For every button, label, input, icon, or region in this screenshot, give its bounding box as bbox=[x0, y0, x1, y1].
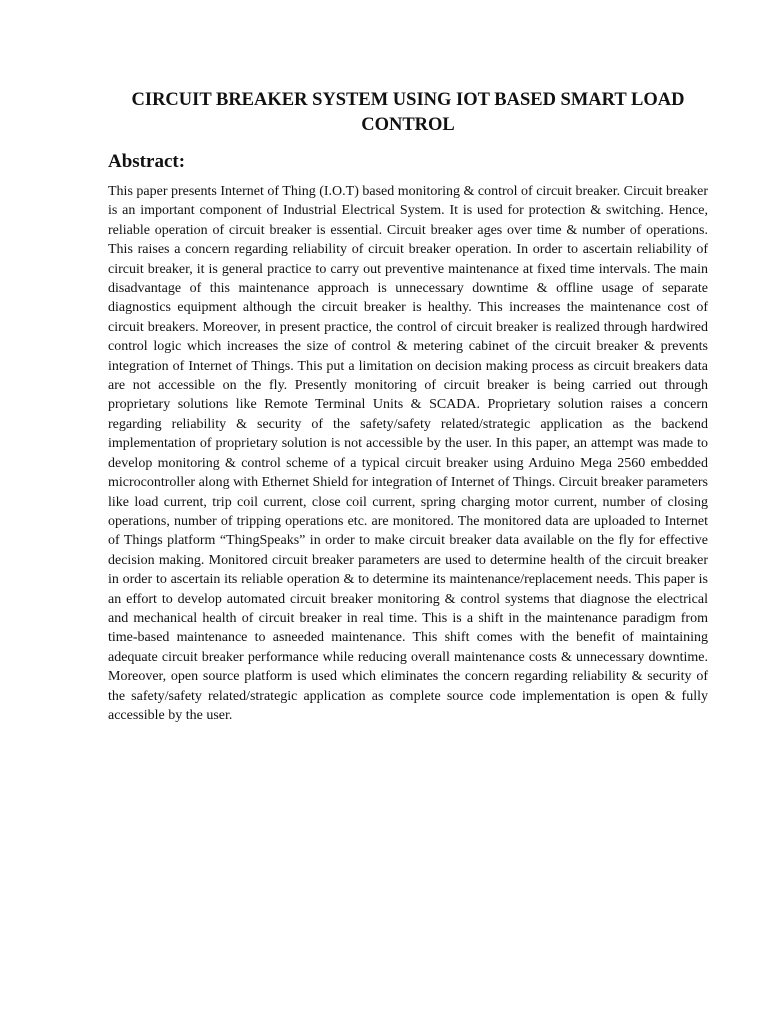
abstract-paragraph: This paper presents Internet of Thing (I.O.T) based monitoring & control of circuit breaker. Circuit breaker is an important component of Industrial Electrical System. It is used for protection & switching. Hence, reliable operation of circuit breaker is essential. Circuit breaker ages over time & number of operations. This raises a concern regarding reliability of circuit breaker operation. In order to ascertain reliability of circuit breaker, it is general practice to carry out preventive maintenance at fixed time intervals. The main disadvantage of this maintenance approach is unnecessary downtime & offline usage of separate diagnostics equipment although the circuit breaker is healthy. This increases the maintenance cost of circuit breakers. Moreover, in present practice, the control of circuit breaker is realized through hardwired control logic which increases the size of control & metering cabinet of the circuit breaker & prevents integration of Internet of Things. This put a limitation on decision making process as circuit breakers data are not accessible on the fly. Presently monitoring of circuit breaker is being carried out through proprietary solutions like Remote Terminal Units & SCADA. Proprietary solution raises a concern regarding reliability & security of the safety/safety related/strategic application as the backend implementation of proprietary solution is not accessible by the user. In this paper, an attempt was made to develop monitoring & control scheme of a typical circuit breaker using Arduino Mega 2560 embedded microcontroller along with Ethernet Shield for integration of Internet of Things. Circuit breaker parameters like load current, trip coil current, close coil current, spring charging motor current, number of closing operations, number of tripping operations etc. are monitored. The monitored data are uploaded to Internet of Things platform “ThingSpeaks” in order to make circuit breaker data available on the fly for effective decision making. Monitored circuit breaker parameters are used to determine health of the circuit breaker in order to ascertain its reliable operation & to determine its maintenance/replacement needs. This paper is an effort to develop automated circuit breaker monitoring & control systems that diagnose the electrical and mechanical health of circuit breaker in real time. This is a shift in the maintenance paradigm from time-based maintenance to asneeded maintenance. This shift comes with the benefit of maintaining adequate circuit breaker performance while reducing overall maintenance costs & unnecessary downtime. Moreover, open source platform is used which eliminates the concern regarding reliability & security of the safety/safety related/strategic application as complete source code implementation is open & fully accessible by the user. bbox=[108, 184, 708, 723]
paper-title: CIRCUIT BREAKER SYSTEM USING IOT BASED SMART LOAD CONTROL bbox=[131, 90, 685, 135]
abstract-heading: Abstract: bbox=[108, 151, 186, 172]
